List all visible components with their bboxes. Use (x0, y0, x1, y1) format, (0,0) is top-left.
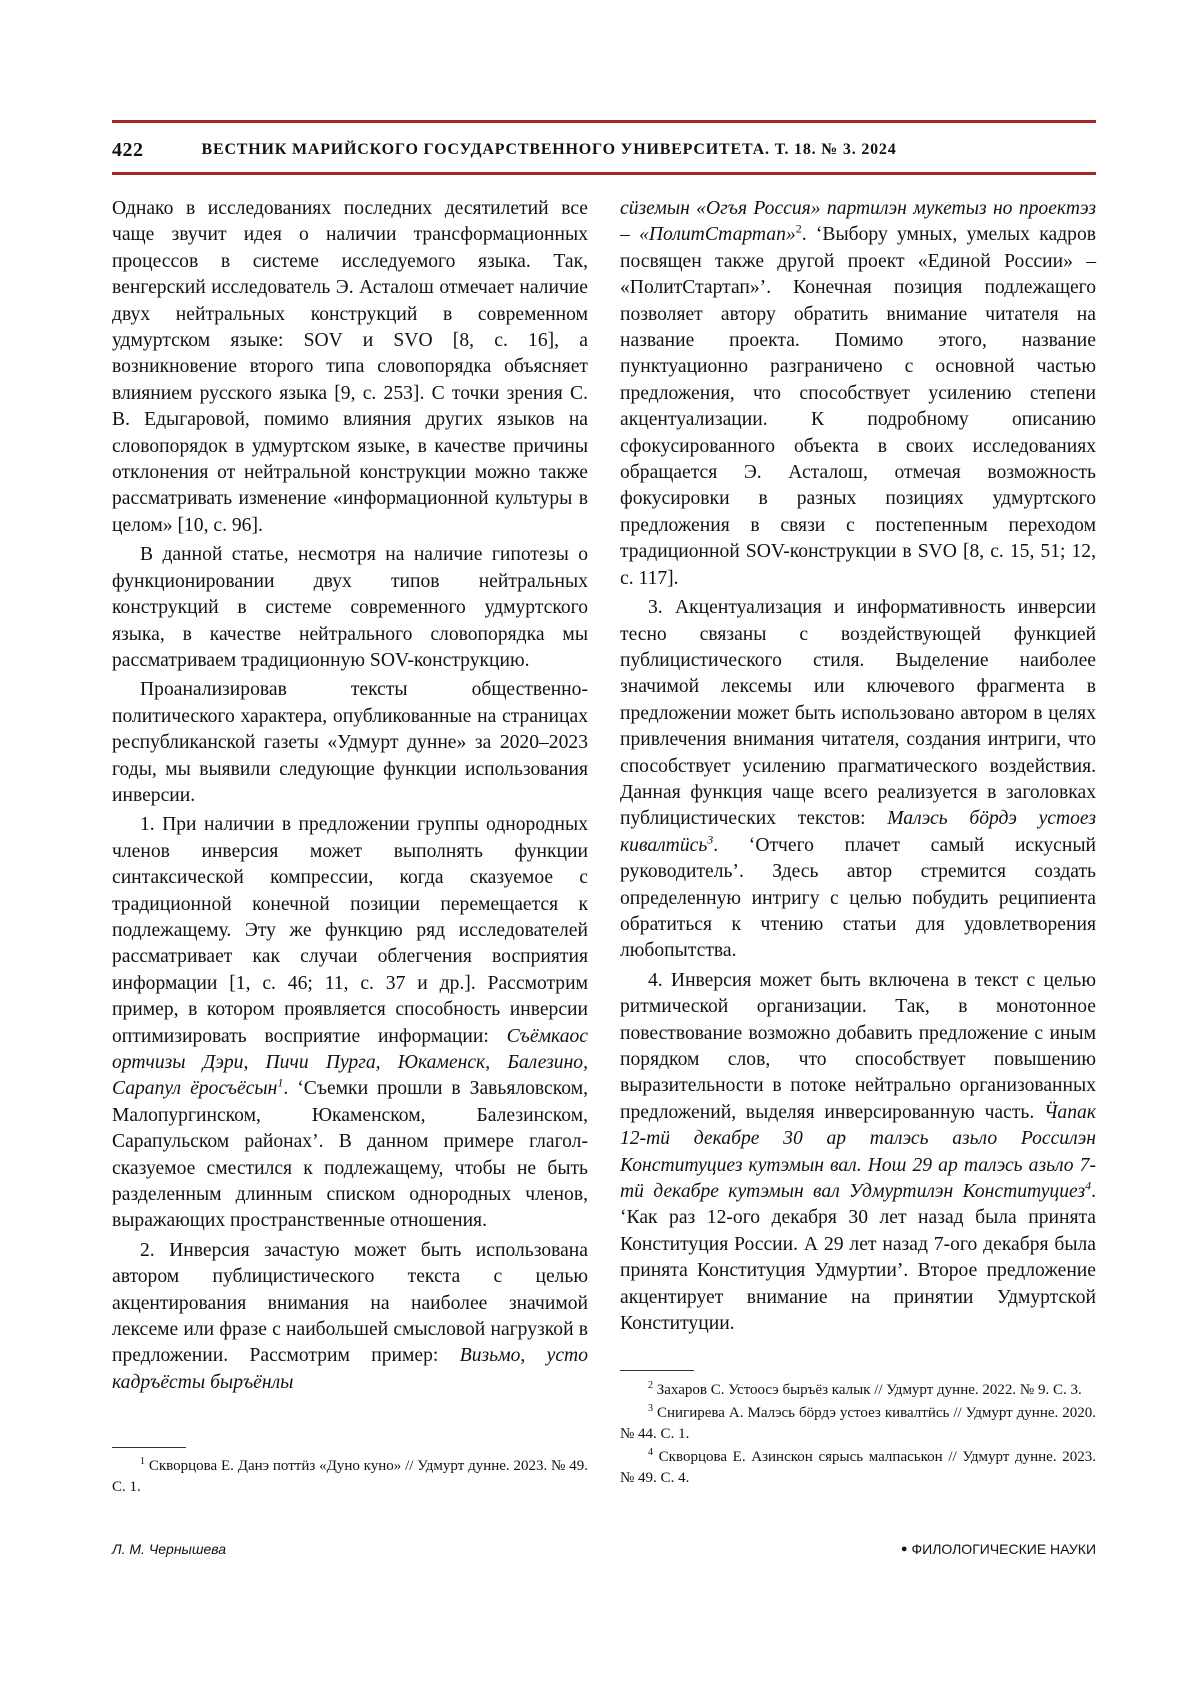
udmurt-example: Малэсь бöрдэ устоез кивалтӥсь (620, 808, 1096, 856)
journal-title: ВЕСТНИК МАРИЙСКОГО ГОСУДАРСТВЕННОГО УНИВЕРСИТЕТА. Т. 18. № 3. 2024 (201, 141, 897, 158)
paragraph-text: . ‘Отчего плачет самый искусный руководитель’. Здесь автор стремится создать определенную интригу с целью побудить реципиента обратиться к чтению статьи для удовлетворения любопытства. (620, 834, 1096, 962)
page-number: 422 (112, 138, 144, 161)
udmurt-example: Ӵапак 12-тӥ декабре 30 ар талэсь азьло Россилэн Конституциез кутэмын вал. Нош 29 ар талэсь азьло 7-тӥ декабре кутэмын вал Удмуртилэн Конституциез (620, 1101, 1096, 1203)
footnotes-right (620, 1380, 1096, 1491)
paragraph-text: . ‘Выбору умных, умелых кадров посвящен также другой проект «Единой России» – «ПолитСтартап»’. Конечная позиция подлежащего позволяет автору обратить внимание читателя на название проекта. Помимо этого, название пунктуационно разграничено с основной частью предложения, что способствует усилению степени акцентуализации. К подробному описанию сфокусированного объекта в своих исследованиях обращается Э. Асталош, отмечая возможность фокусировки в разных позициях удмуртского предложения в связи с постепенным переходом традиционной SOV-конструкции в SVO [8, с. 15, 51; 12, с. 117]. (620, 224, 1096, 589)
paragraph (620, 595, 1096, 965)
footnote (112, 1456, 588, 1498)
section-name: ФИЛОЛОГИЧЕСКИЕ НАУКИ (911, 1541, 1096, 1557)
author-name: Л. М. Чернышева (112, 1541, 227, 1557)
left-column (112, 196, 588, 1396)
footnote (620, 1380, 1096, 1401)
footnote-number: 3 (648, 1403, 653, 1414)
footnote-text: Снигирева А. Малэсь бöрдэ устоез кивалтӥсь // Удмурт дунне. 2020. № 44. С. 1. (620, 1405, 1096, 1442)
footnote-ref[interactable]: 4 (1085, 1178, 1092, 1193)
footnote-text: Скворцова Е. Данэ поттӥз «Дуно куно» // Удмурт дунне. 2023. № 49. С. 1. (112, 1458, 589, 1495)
paragraph (112, 1238, 588, 1396)
paragraph (620, 968, 1096, 1338)
section-label (901, 1541, 1096, 1557)
footnote-number: 4 (648, 1447, 653, 1458)
paragraph-text: 2. Инверсия зачастую может быть использована автором публицистического текста с целью акцентирования внимания на наиболее значимой лексеме или фразе с наибольшей смысловой нагрузкой в предложении. Рассмотрим пример: (112, 1239, 588, 1367)
footnote-rule (112, 1447, 186, 1448)
footnotes-left (112, 1456, 588, 1500)
paragraph-text: . ‘Как раз 12-ого декабря 30 лет назад была принята Конституция России. А 29 лет назад 7-ого декабря была принята Конституция Удмуртии’. Второе предложение акцентирует внимание на принятии Удмуртской Конституции. (620, 1181, 1096, 1335)
paragraph-text: 4. Инверсия может быть включена в текст с целью ритмической организации. Так, в монотонное повествование возможно добавить предложение с иным порядком слов, что способствует повышению выразительности в потоке нейтрально организованных предложений, выделяя инверсированную часть. (620, 969, 1096, 1123)
paragraph: Проанализировав тексты общественно-политического характера, опубликованные на страницах республиканской газеты «Удмурт дунне» за 2020–2023 годы, мы выявили следующие функции использования инверсии. (112, 679, 588, 806)
header-bottom-rule (112, 172, 1096, 175)
paragraph: В данной статье, несмотря на наличие гипотезы о функционировании двух типов нейтральных конструкций в системе современного удмуртского языка, в качестве нейтрального словопорядка мы рассматриваем традиционную SOV-конструкцию. (112, 544, 588, 671)
udmurt-example: сӥземын «Огъя Россия» партилэн мукетыз но проектэз – «ПолитСтартап» (620, 198, 1096, 246)
footnote-text: Скворцова Е. Азинскон сярысь малпаськон // Удмурт дунне. 2023. № 49. С. 4. (620, 1449, 1096, 1486)
paragraph-text: 1. При наличии в предложении группы однородных членов инверсия может выполнять функции синтаксической компрессии, когда сказуемое с традиционной конечной позиции перемещается к подлежащему. Эту же функцию ряд исследователей рассматривает как случаи облегчения восприятия информации [1, с. 46; 11, с. 37 и др.]. Рассмотрим пример, в котором проявляется способность инверсии оптимизировать восприятие информации: (112, 814, 588, 1047)
footnote (620, 1447, 1096, 1489)
udmurt-example: Съёмкаос ортчизы Дэри, Пичи Пурга, Юкаменск, Балезино, Сарапул ёросъёсын (112, 1025, 588, 1100)
footnote-number: 2 (648, 1380, 653, 1391)
footnote-text: Захаров С. Устоосэ быръёз калык // Удмурт дунне. 2022. № 9. С. 3. (656, 1382, 1082, 1398)
header-top-rule (112, 120, 1096, 123)
footnote-number: 1 (140, 1456, 145, 1467)
footnote-rule (620, 1370, 694, 1371)
udmurt-example: Визьмо, усто кадръёсты быръёнлы (112, 1345, 588, 1393)
page-footer (112, 1538, 1096, 1560)
paragraph-text: . ‘Съемки прошли в Завьяловском, Малопургинском, Юкаменском, Балезинском, Сарапульском районах’. В данном примере глагол-сказуемое сместился к подлежащему, чтобы не быть разделенным длинным списком однородных членов, выражающих пространственные отношения. (112, 1078, 588, 1232)
paragraph (620, 196, 1096, 592)
footnote-ref[interactable]: 1 (277, 1075, 284, 1090)
footnote-ref[interactable]: 2 (795, 221, 802, 236)
right-column (620, 196, 1096, 1337)
footnote (620, 1403, 1096, 1445)
paragraph-text: 3. Акцентуализация и информативность инверсии тесно связаны с воздействующей функцией публицистического стиля. Выделение наиболее значимой лексемы или ключевого фрагмента в предложении может быть использовано автором в целях привлечения внимания читателя, создания интриги, что способствует усилению прагматического воздействия. Данная функция чаще всего реализуется в заголовках публицистических текстов: (620, 597, 1096, 830)
running-header (112, 130, 1096, 170)
bullet-icon: ● (900, 1543, 908, 1555)
paragraph: Однако в исследованиях последних десятилетий все чаще звучит идея о наличии трансформационных процессов в системе исследуемого языка. Так, венгерский исследователь Э. Асталош отмечает наличие двух нейтральных конструкций в современном удмуртском языке: SOV и SVO [8, с. 16], а возникновение второго типа словопорядка объясняет влиянием русского языка [9, с. 253]. С точки зрения С. В. Едыгаровой, помимо влияния других языков на словопорядок в удмуртском языке, в качестве причины отклонения от нейтральной конструкции можно также рассматривать изменение «информационной культуры в целом» [10, с. 96]. (112, 198, 588, 536)
paragraph (112, 812, 588, 1235)
footnote-ref[interactable]: 3 (707, 832, 714, 847)
